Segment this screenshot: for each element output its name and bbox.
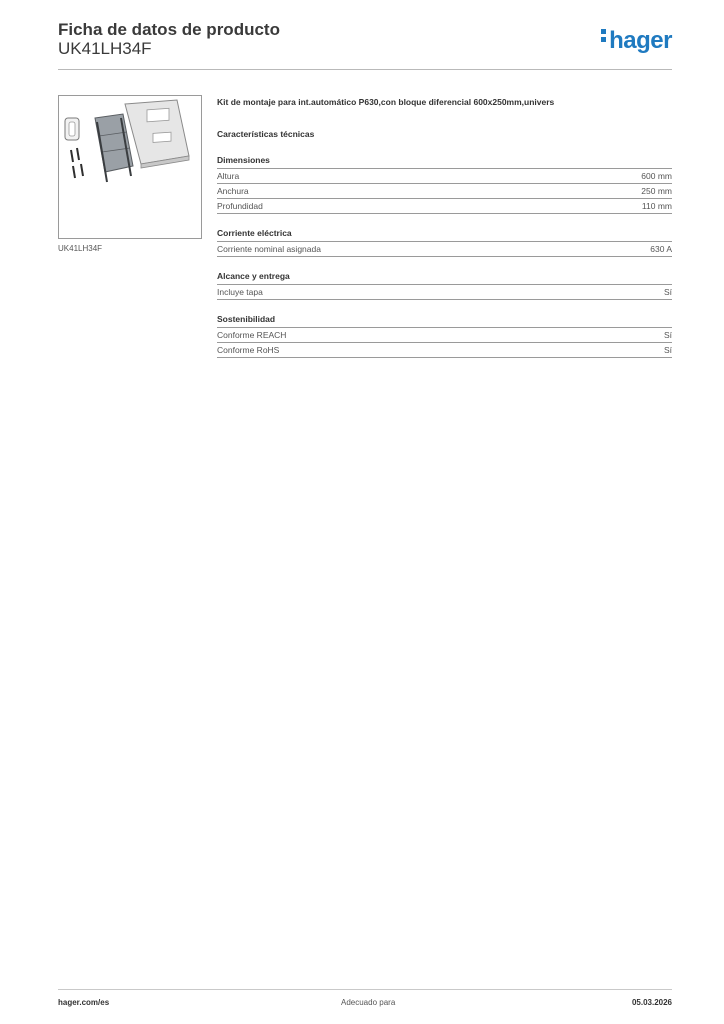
footer-divider bbox=[58, 989, 672, 990]
section-corriente-electrica bbox=[217, 228, 672, 257]
technical-characteristics-heading: Características técnicas bbox=[217, 129, 315, 139]
section-sostenibilidad bbox=[217, 314, 672, 358]
spec-label: Corriente nominal asignada bbox=[217, 244, 321, 254]
logo-text: hager bbox=[609, 27, 672, 54]
section-dimensiones bbox=[217, 155, 672, 214]
spec-value: 630 A bbox=[650, 244, 672, 254]
logo-dots-icon bbox=[601, 29, 607, 45]
footer-note: Adecuado para bbox=[341, 998, 396, 1007]
spec-label: Conforme RoHS bbox=[217, 345, 280, 355]
section-title: Dimensiones bbox=[217, 155, 672, 169]
spec-row bbox=[217, 184, 672, 199]
hager-logo bbox=[601, 27, 672, 55]
image-caption: UK41LH34F bbox=[58, 244, 103, 253]
spec-row bbox=[217, 169, 672, 184]
section-title: Sostenibilidad bbox=[217, 314, 672, 328]
spec-value: 600 mm bbox=[641, 171, 672, 181]
product-details bbox=[217, 97, 672, 358]
section-title: Corriente eléctrica bbox=[217, 228, 672, 242]
spec-row bbox=[217, 343, 672, 358]
spec-value: 110 mm bbox=[641, 201, 672, 211]
spec-row bbox=[217, 328, 672, 343]
spec-row bbox=[217, 199, 672, 214]
mounting-kit-illustration bbox=[59, 96, 201, 238]
spec-value: Sí bbox=[663, 287, 672, 297]
spec-label: Profundidad bbox=[217, 201, 263, 211]
document-title: Ficha de datos de producto bbox=[58, 20, 280, 39]
product-description: Kit de montaje para int.automático P630,con bloque diferencial 600x250mm,univers bbox=[217, 97, 555, 107]
spec-value: 250 mm bbox=[641, 186, 672, 196]
section-alcance-entrega bbox=[217, 271, 672, 300]
product-image bbox=[58, 95, 202, 239]
page-header bbox=[58, 20, 672, 70]
spec-value: Sí bbox=[663, 330, 672, 340]
footer-date: 05.03.2026 bbox=[631, 998, 672, 1007]
spec-label: Anchura bbox=[217, 186, 249, 196]
spec-label: Incluye tapa bbox=[217, 287, 263, 297]
product-code: UK41LH34F bbox=[58, 39, 152, 58]
spec-row bbox=[217, 285, 672, 300]
spec-row bbox=[217, 242, 672, 257]
spec-label: Conforme REACH bbox=[217, 330, 287, 340]
header-divider bbox=[58, 69, 672, 70]
section-title: Alcance y entrega bbox=[217, 271, 672, 285]
spec-value: Sí bbox=[663, 345, 672, 355]
website-link[interactable]: hager.com/es bbox=[58, 998, 110, 1007]
spec-label: Altura bbox=[217, 171, 240, 181]
